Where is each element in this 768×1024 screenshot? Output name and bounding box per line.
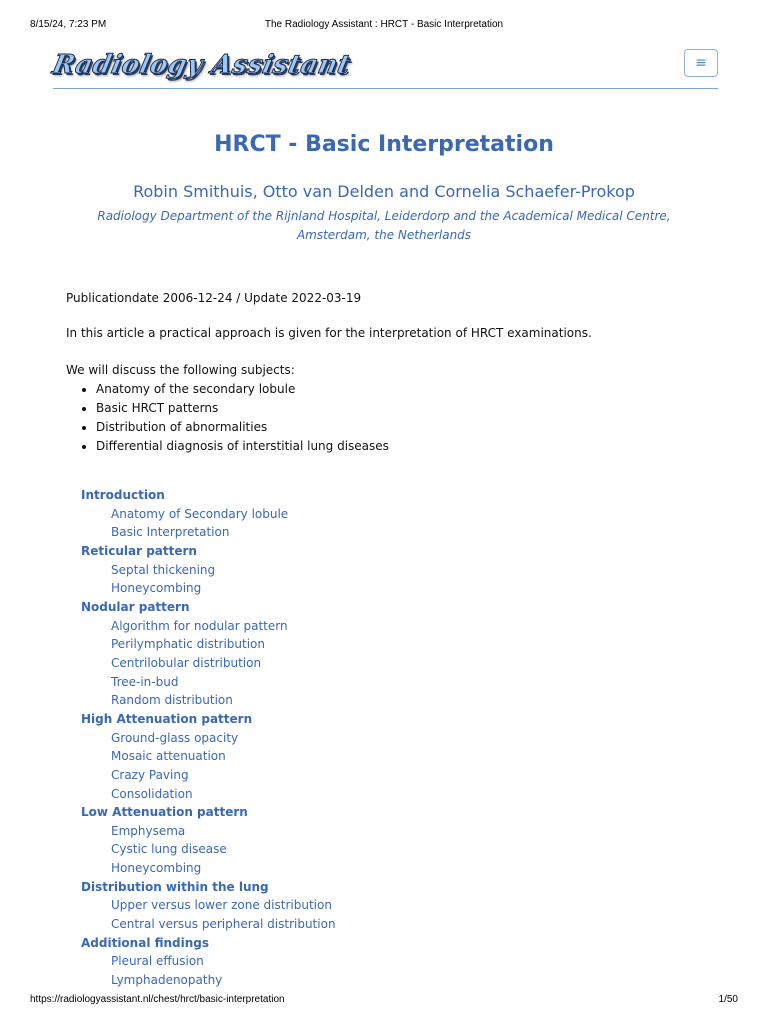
print-date: 8/15/24, 7:23 PM — [30, 19, 107, 30]
toc-link-centrilobular[interactable]: Centrilobular distribution — [111, 655, 262, 670]
toc-link-anatomy-secondary-lobule[interactable]: Anatomy of Secondary lobule — [111, 506, 289, 521]
toc-link-upper-lower-zone[interactable]: Upper versus lower zone distribution — [111, 898, 332, 913]
list-item: • Basic HRCT patterns — [96, 399, 389, 418]
article-affiliation: Radiology Department of the Rijnland Hospital, Leiderdorp and the Academical Medical Centre, Amsterdam, the Netherlands — [97, 209, 671, 242]
print-page-title: The Radiology Assistant : HRCT - Basic Interpretation — [264, 19, 504, 30]
list-item: • Differential diagnosis of interstitial lung diseases — [96, 437, 389, 456]
subjects-intro: We will discuss the following subjects: — [66, 363, 295, 377]
toc-link-crazy-paving[interactable]: Crazy Paving — [111, 767, 189, 782]
toc-link-perilymphatic[interactable]: Perilymphatic distribution — [111, 637, 265, 652]
toc-link-distribution[interactable]: Distribution within the lung — [81, 879, 269, 894]
site-header — [49, 44, 718, 89]
toc-link-pleural-effusion[interactable]: Pleural effusion — [111, 954, 204, 969]
toc-link-honeycombing-2[interactable]: Honeycombing — [111, 861, 202, 876]
list-item: • Anatomy of the secondary lobule — [96, 380, 389, 399]
toc-link-introduction[interactable]: Introduction — [81, 488, 165, 502]
toc-link-emphysema[interactable]: Emphysema — [111, 823, 186, 838]
print-page-number: 1/50 — [718, 994, 738, 1005]
toc-link-tree-in-bud[interactable]: Tree-in-bud — [111, 674, 179, 689]
toc-link-random-distribution[interactable]: Random distribution — [111, 693, 233, 708]
toc-link-honeycombing[interactable]: Honeycombing — [111, 581, 202, 596]
toc-link-central-peripheral[interactable]: Central versus peripheral distribution — [111, 917, 336, 932]
toc-link-nodular-pattern[interactable]: Nodular pattern — [81, 599, 190, 614]
site-logo[interactable]: Radiology Assistant — [49, 50, 354, 80]
toc-link-septal-thickening[interactable]: Septal thickening — [111, 562, 216, 577]
subjects-list — [78, 380, 389, 456]
list-item: • Distribution of abnormalities — [96, 418, 389, 437]
publication-date: Publicationdate 2006-12-24 / Update 2022-03-19 — [66, 291, 362, 305]
toc-link-algorithm-nodular[interactable]: Algorithm for nodular pattern — [111, 618, 288, 633]
toc-link-high-attenuation[interactable]: High Attenuation pattern — [81, 711, 253, 726]
toc-link-cystic-lung-disease[interactable]: Cystic lung disease — [111, 842, 227, 857]
toc-link-ground-glass[interactable]: Ground-glass opacity — [111, 730, 239, 745]
print-footer — [30, 994, 738, 1008]
table-of-contents — [81, 486, 336, 990]
toc-link-consolidation[interactable]: Consolidation — [111, 786, 193, 801]
print-url: https://radiologyassistant.nl/chest/hrct/basic-interpretation — [30, 994, 285, 1005]
toc-link-mosaic-attenuation[interactable]: Mosaic attenuation — [111, 749, 226, 764]
article-authors: Robin Smithuis, Otto van Delden and Cornelia Schaefer-Prokop — [133, 182, 635, 201]
print-header — [30, 19, 738, 33]
page-title: HRCT - Basic Interpretation — [214, 132, 554, 157]
toc-link-reticular-pattern[interactable]: Reticular pattern — [81, 543, 197, 558]
toc-link-lymphadenopathy[interactable]: Lymphadenopathy — [111, 973, 223, 988]
toc-link-additional-findings[interactable]: Additional findings — [81, 935, 210, 950]
toc-link-basic-interpretation[interactable]: Basic Interpretation — [111, 525, 230, 540]
hamburger-menu-icon[interactable]: ≡ — [684, 49, 718, 77]
toc-link-low-attenuation[interactable]: Low Attenuation pattern — [81, 805, 248, 820]
intro-paragraph: In this article a practical approach is given for the interpretation of HRCT examinations. — [66, 326, 592, 340]
